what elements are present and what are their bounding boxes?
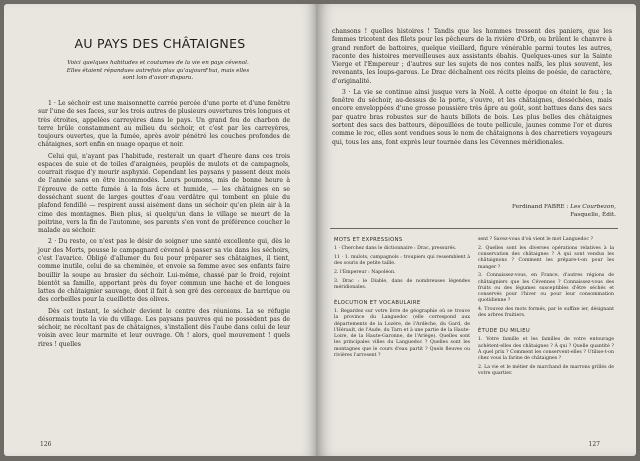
exercise-item: 2. Quelles sont les diverses opérations relatives à la conservation des châtaignes ? À qui sont vendus les châtaignons ? Comment les prépare-t-on pour les manger ? [478, 245, 614, 270]
exercise-item: 3. Connaissez-vous, en France, d'autres régions de châtaigniers que les Cévennes ? Connaissez-vous des fruits ou des légumes susceptibles d'être séchés et conservés pour l'hiver ou pour leur consommation quotidienne ? [478, 273, 614, 304]
publisher: Fasquelle, Édit. [570, 211, 616, 218]
right-body-text [332, 28, 612, 150]
exercise-item: 3. Drac : le Diable, dans de nombreuses légendes méridionales. [334, 278, 470, 290]
left-page [4, 4, 316, 456]
exercise-column-left [334, 237, 470, 362]
exercise-column-right [478, 237, 614, 380]
paragraph: 1 · Le séchoir est une maisonnette carrée percée d'une porte et d'une fenêtre sur l'une de ses faces, sur les trois autres de plusieurs ouvertures très longues et très étroites, appelées carreyères dans le pays. Un grand feu de charbon de terre brûle constamment au milieu du séchoir, et c'est par les carreyères, toujours ouvertes, que la fumée, après avoir pénétré les couches profondes de châtaignes, sort enfin en nuage opaque et noir. [38, 100, 290, 149]
paragraph: 3 · La vie se continue ainsi jusque vers la Noël. À cette époque on éteint le feu ; la fenêtre du séchoir, au-dessus de la porte, s'ouvre, et les châtaignes, desséchées, mais encore enveloppées d'une grosse poussière très âpre au goût, sont battues dans des sacs par quatre bras robustes sur de hauts billots de bois. Les plus belles des châtaignes sortent des sacs des batteurs, dépouillées de toute pellicule, jaunes comme l'or et dures comme le roc, elles sont vendues sous le nom de châtaignons à des charretiers voyageurs qui, tous les ans, font exprès leur tournée dans les Cévennes méridionales. [332, 88, 612, 146]
chapter-title: AU PAYS DES CHÂTAIGNES [74, 36, 246, 51]
section-heading: MOTS ET EXPRESSIONS [334, 237, 403, 243]
paragraph: chansons ! quelles histoires ! Tandis que les hommes tressent des paniers, que les femmes tricotent des filets pour les pêcheurs de la rivière d'Orb, ou brûlent le chanvre à grand renfort de battoires, quelque vieillard, figure vénérable parmi toutes les autres, raconte des histoires merveilleuses aux assistants ébahis. Quelques-unes sur la Sainte Vierge et l'Empereur ; d'autres sur les sujets de nos contes naïfs, les plus souvent, les revenants, les loups-garous. Le Drac déchaînent ces récits pleins de poésie, de caractère, d'originalité. [332, 28, 612, 85]
section-divider [330, 228, 618, 229]
paragraph: Dès cet instant, le séchoir devient le centre des réunions. La se réfugie désormais toute la vie du village. Les paysans pauvres qui ne possèdent pas de séchoir, ne récoltant pas de châtaignes, s'installent dès l'aube dans celui de leur voisin avec leur marmite et leur ouvrage. Oh ! alors, quel mouvement ! quels rires ! quelles [38, 307, 290, 348]
page-number-right: 127 [588, 441, 600, 448]
work-title: Les Courbezon, [570, 204, 616, 210]
right-page [316, 4, 636, 456]
section-heading: ÉTUDE DU MILIEU [478, 328, 531, 335]
chapter-subtitle: Voici quelques habitudes et coutumes de la vie en pays cévenol. Elles étaient répandues autrefois plus qu'aujourd'hui, mais elles sont loin d'avoir disparu. [66, 60, 250, 82]
exercise-item: 1. Regardez sur votre livre de géographie où se trouve la province du Languedoc (elle correspond aux départements de la Lozère, de l'Ardèche, du Gard, de l'Hérault, de l'Aude, du Tarn et à une partie de la Haute-Loire, de la Haute-Garonne, de l'Ariège). Quelles sont les principales villes du Languedoc ? Quelles sont les montagnes que le cours d'eau partit ? Quels fleuves ou rivières l'arrosent ? [334, 308, 470, 359]
paragraph: 2 · Du reste, ce n'est pas le désir de soigner une santé excellente qui, dès le jour des Morts, pousse le campagnard cévenol à passer sa vie dans les séchoirs, c'est l'avarice. Obligé d'allumer du feu pour préparer ses châtaignes, il tient, comme inutile, celui de sa cheminée, et envoie sa femme avec ses enfants faire bouillir la soupe au brasier du séchoir. Lui-même, chassé par le froid, rejoint bientôt sa famille, apportant près du foyer commun une hache et de longues lattes de châtaignier sauvage, dont il fait à son gré des cerceaux de barrique ou des corbeilles pour la cueillette des olives. [38, 238, 290, 304]
author-signature: Ferdinand FABRE : Les Courbezon, Fasquelle, Édit. [512, 204, 616, 218]
section-heading: ÉLOCUTION ET VOCABULAIRE [334, 299, 421, 306]
exercise-item: 1 · Cherchez dans le dictionnaire : Drac, pressurés. [334, 246, 457, 252]
exercise-item: 2. l'Empereur : Napoléon. [334, 269, 396, 275]
paragraph: Celui qui, n'ayant pas l'habitude, resterait un quart d'heure dans ces trois espaces de suie et de toiles d'araignées, peuplés de mulots et de campagnols, courrait risque d'y mourir asphyxié. Cependant les paysans y passent deux mois de l'année sans en être incommodés. Leurs poumons, mis de bonne heure à l'épreuve de cette fumée à la fois âcre et humide, — les châtaignes en se desséchant suent de larges gouttes d'eau verdâtre qui tombent en pluie du plafond fendillé — respirent aussi aisément dans un séchoir qu'en plein air à la cime des montagnes. Bien plus, si quelqu'un dans le village se meurt de la poitrine, vers la fin de l'automne, ses parents s'en vont de préférence coucher le malade au séchoir. [38, 152, 290, 235]
exercise-item: 1. Votre famille et les familles de votre entourage achètent-elles des châtaignes ? À qui ? Quelle quantité ? À quel prix ? Comment les conservent-elles ? Utilise-t-on chez vous la farine de châtaignes ? [478, 337, 614, 362]
left-body-text [38, 100, 290, 352]
exercise-item: 2. La vie et le métier de marchand de marrons grillés de votre quartier. [478, 365, 614, 377]
exercise-item: 11 · 1. mulots, campagnols : troupiers qui ressemblent à des souris de petite taille. [334, 254, 470, 267]
exercise-item: 4. Trouvez des mots formés, par le suffixe ier, désignant des arbres fruitiers. [478, 307, 614, 319]
page-number-left: 126 [40, 441, 52, 448]
author-name: Ferdinand FABRE [512, 204, 565, 210]
exercise-item: sent ? Savez-vous d'où vient le mot Languedoc ? [478, 237, 593, 242]
